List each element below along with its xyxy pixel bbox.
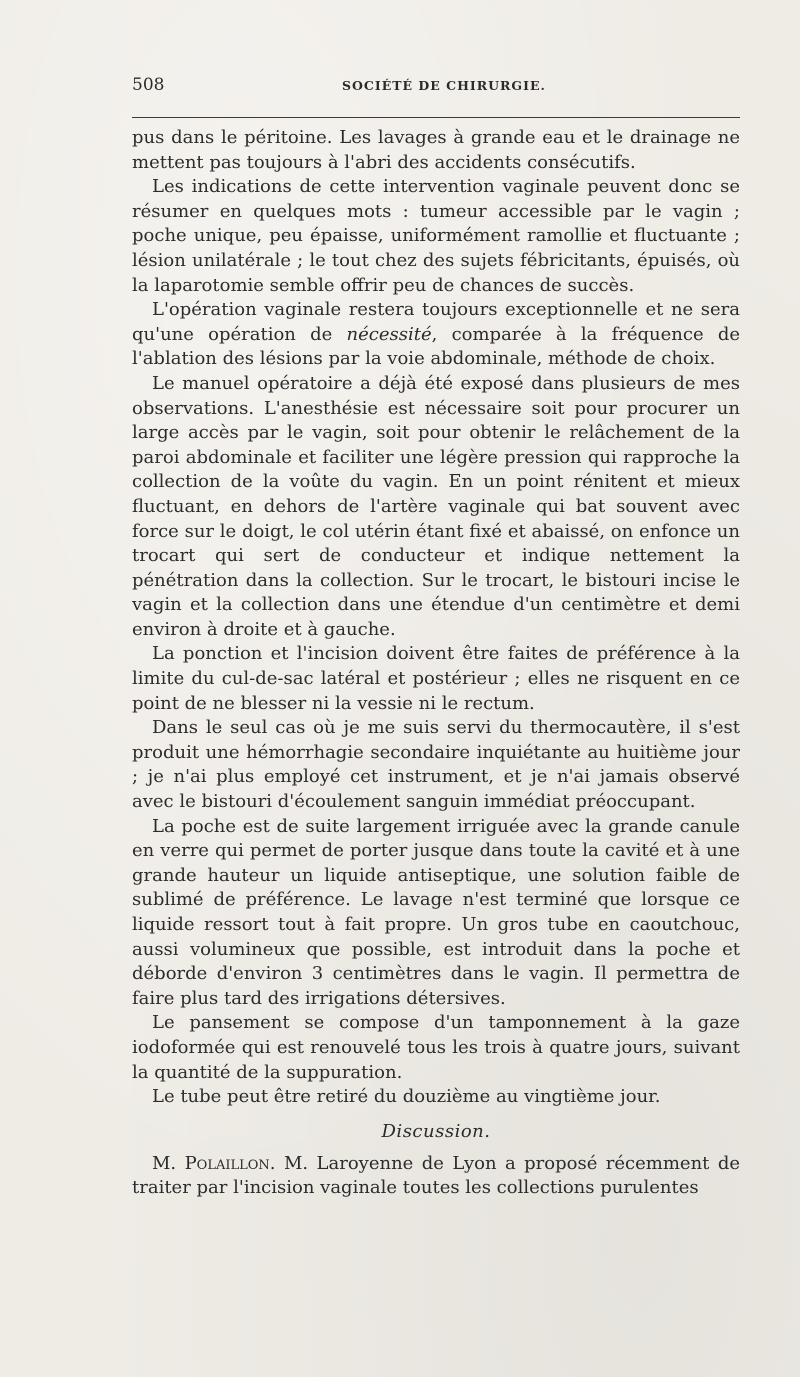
text-run: M. Laroyenne de Lyon a proposé récemment de traiter par l'incision vaginale toutes les collections purulentes [132,1152,740,1199]
paragraph: La poche est de suite largement irriguée avec la grande canule en verre qui permet de porter jusque dans toute la cavité et à une grande hauteur un liquide antiseptique, une solution faible de sublimé de préférence. Le lavage n'est terminé que lorsque ce liquide ressort tout à fait propre. Un gros tube en caoutchouc, aussi volumineux que possible, est introduit dans la poche et déborde d'environ 3 centimètres dans le vagin. Il permettra de faire plus tard des irrigations détersives. [132,815,740,1009]
journal-title: SOCIÉTÉ DE CHIRURGIE. [342,78,546,93]
paragraph: Le manuel opératoire a déjà été exposé dans plusieurs de mes observations. L'anesthésie est nécessaire soit pour procurer un large accès par le vagin, soit pour obtenir le relâchement de la paroi abdominale et faciliter une légère pression qui rapproche la collection de la voûte du vagin. En un point rénitent et mieux fluctuant, en dehors de l'artère vaginale qui bat souvent avec force sur le doigt, le col utérin étant fixé et abaissé, on enfonce un trocart qui sert de conducteur et indique nettement la pénétration dans la collection. Sur le trocart, le bistouri incise le vagin et la collection dans une étendue d'un centimètre et demi environ à droite et à gauche. [132,372,740,640]
running-head [132,75,740,105]
paragraph: pus dans le péritoine. Les lavages à grande eau et le drainage ne mettent pas toujours à l'abri des accidents consécutifs. [132,127,740,173]
text-run: , comparée à la fréquence de l'ablation des lésions par la voie abdominale, méthode de choix. [132,323,741,370]
paragraph: Le pansement se compose d'un tamponnement à la gaze iodoformée qui est renouvelé tous les trois à quatre jours, suivant la quantité de la suppuration. [132,1012,740,1083]
paragraph: Les indications de cette intervention vaginale peuvent donc se résumer en quelques mots : tumeur accessible par le vagin ; poche unique, peu épaisse, uniformément ramollie et fluctuante ; lésion unilatérale ; le tout chez des sujets fébricitants, épuisés, où la laparotomie semble offrir peu de chances de succès. [132,176,740,296]
discussion-paragraph [132,1152,740,1201]
paragraph: Dans le seul cas où je me suis servi du thermocautère, il s'est produit une hémorrhagie secondaire inquiétante au huitième jour ; je n'ai plus employé cet instrument, et je n'ai jamais observé avec le bistouri d'écoulement sanguin immédiat préoccupant. [132,717,740,813]
header-rule [132,117,740,118]
section-heading: Discussion. [381,1120,491,1142]
text-run: L'opération vaginale restera toujours exceptionnelle et ne sera qu'une opération de [132,299,740,345]
paragraph [132,298,740,372]
page-number: 508 [132,75,165,95]
paragraph: Le tube peut être retiré du douzième au vingtième jour. [152,1086,661,1108]
speaker-name: M. Polaillon. [152,1152,276,1174]
body-text [132,126,740,1201]
paragraph: La ponction et l'incision doivent être faites de préférence à la limite du cul-de-sac latéral et postérieur ; elles ne risquent en ce point de ne blesser ni la vessie ni le rectum. [132,643,740,714]
book-page [132,75,740,1201]
emphasis-text: nécessité [346,323,432,345]
